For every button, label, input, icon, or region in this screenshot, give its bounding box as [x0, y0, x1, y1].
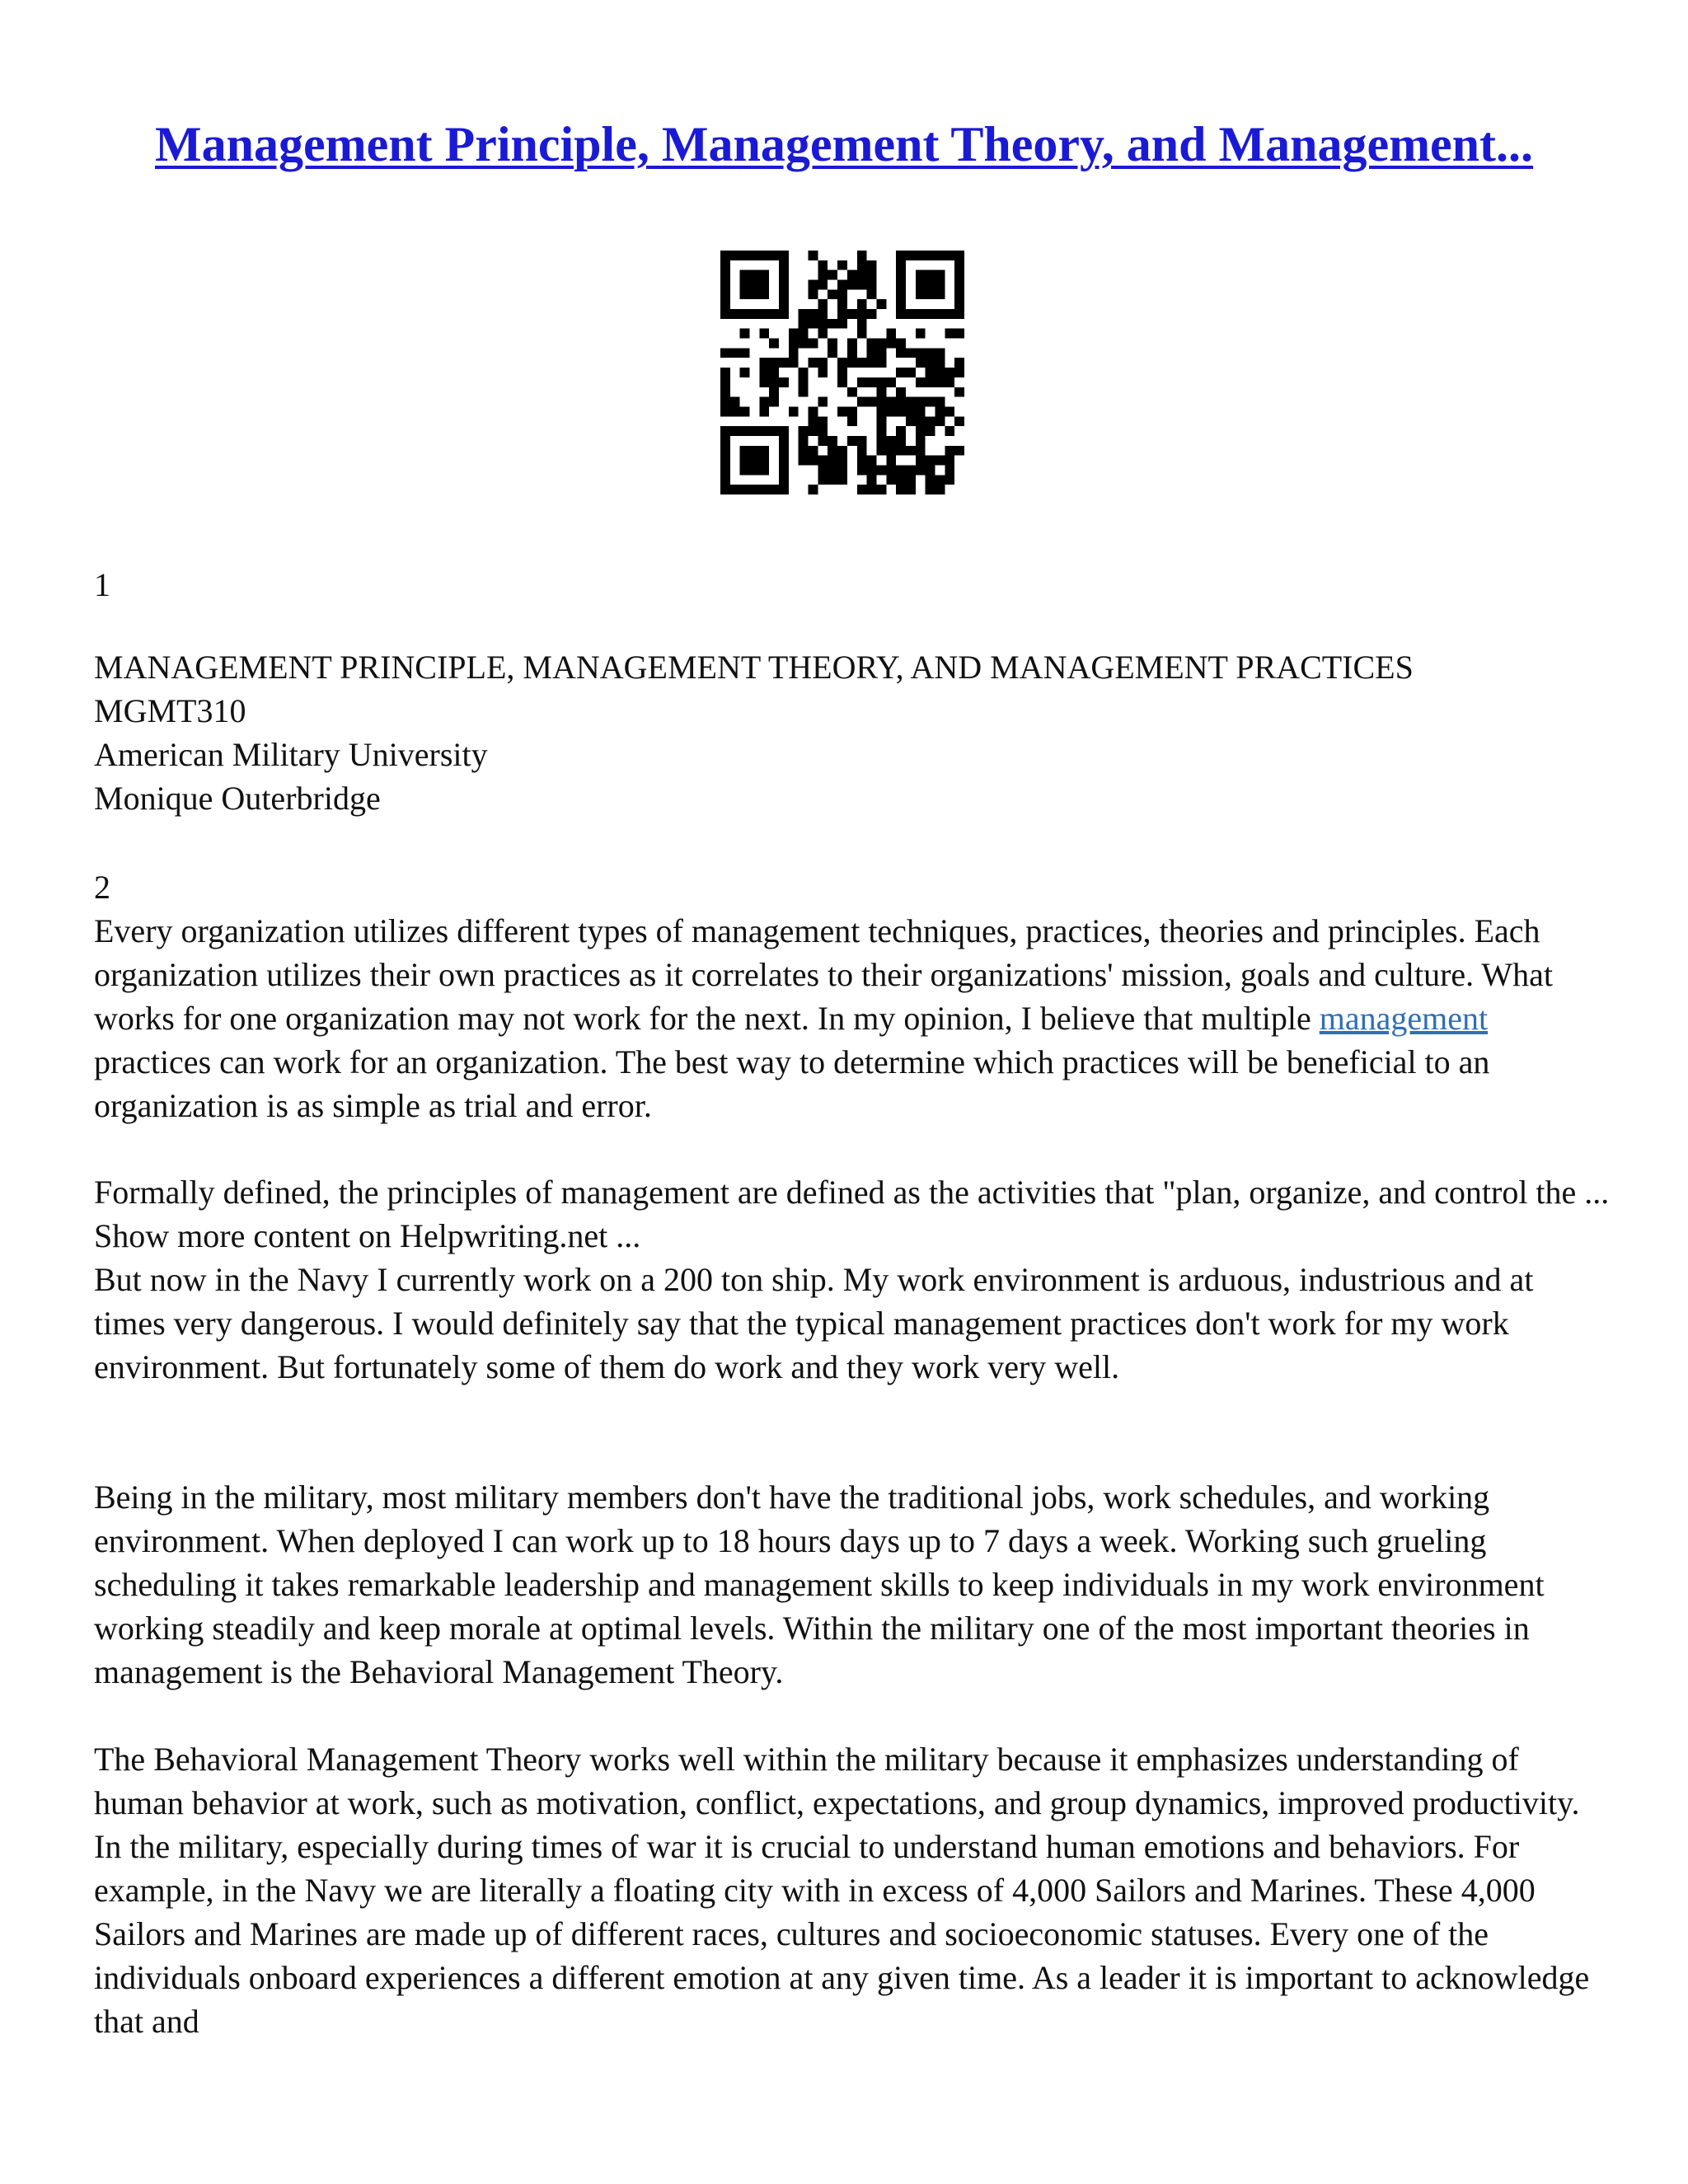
document-header: MANAGEMENT PRINCIPLE, MANAGEMENT THEORY, AND MANAGEMENT PRACTICES MGMT310 American Military University Monique Outerbridge [94, 649, 1414, 817]
title-link[interactable]: Management Principle, Management Theory, and Management... [154, 117, 1534, 171]
qr-code-icon [720, 251, 964, 494]
page-number-1: 1 [94, 566, 110, 603]
paragraph-1 [94, 909, 1611, 1127]
paragraph-3: Being in the military, most military members don't have the traditional jobs, work schedules, and working environment. When deployed I can work up to 18 hours days up to 7 days a week. Working such grueling scheduling it takes remarkable leadership and management skills to keep individuals in my work environment working steadily and keep morale at optimal levels. Within the military one of the most important theories in management is the Behavioral Management Theory. [94, 1479, 1545, 1690]
paragraph-2: Formally defined, the principles of management are defined as the activities that "plan, organize, and control the ... Show more content on Helpwriting.net ... But now in the Navy I currently work on a 200 ton ship. My work environment is arduous, industrious and at times very dangerous. I would definitely say that the typical management practices don't work for my work environment. But fortunately some of them do work and they work very well. [94, 1174, 1610, 1385]
paragraph-4: The Behavioral Management Theory works well within the military because it emphasizes understanding of human behavior at work, such as motivation, conflict, expectations, and group dynamics, improved productivity. In the military, especially during times of war it is crucial to understand human emotions and behaviors. For example, in the Navy we are literally a floating city with in excess of 4,000 Sailors and Marines. These 4,000 Sailors and Marines are made up of different races, cultures and socioeconomic statuses. Every one of the individuals onboard experiences a different emotion at any given time. As a leader it is important to acknowledge that and [94, 1741, 1590, 2040]
page-number-2: 2 [94, 869, 110, 906]
paragraph-1-text-a: Every organization utilizes different types of management techniques, practices, theories and principles. Each organization utilizes their own practices as it correlates to their organizations' mission, goals and culture. What works for one organization may not work for the next. In my opinion, I believe that multiple [94, 912, 1554, 1037]
page-title [0, 115, 1688, 173]
paragraph-1-text-b: practices can work for an organization. The best way to determine which practices will be beneficial to an organization is as simple as trial and error. [94, 1043, 1490, 1124]
management-link[interactable]: management [1319, 1000, 1489, 1037]
